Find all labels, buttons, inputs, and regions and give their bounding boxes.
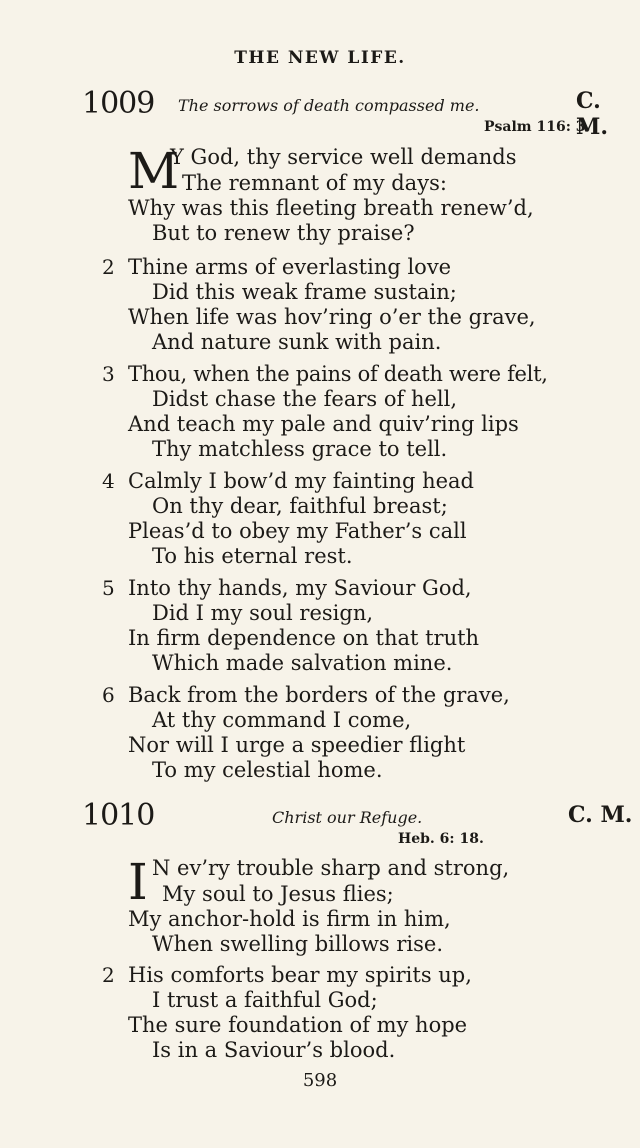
verse-line: Why was this fleeting breath renew’d, [128,196,534,220]
drop-cap: M [128,142,180,200]
verse-line: When swelling billows rise. [152,932,444,956]
verse-number: 4 [102,469,115,493]
scripture-reference: Heb. 6: 18. [398,831,484,847]
verse-line: Which made salvation mine. [152,651,453,675]
verse-line: Thine arms of everlasting love [128,255,452,279]
verse-line: I trust a faithful God; [152,988,378,1012]
verse-line: Back from the borders of the grave, [128,683,510,707]
verse-line: Pleas’d to obey my Father’s call [128,519,467,543]
verse-line: Thou, when the pains of death were felt, [128,362,548,386]
verse-number: 2 [102,255,115,279]
hymn-number: 1010 [82,798,155,833]
verse-line: On thy dear, faithful breast; [152,494,448,518]
verse-line: Y God, thy service well demands [170,145,517,169]
verse-line: Did I my soul resign, [152,601,374,625]
hymn-meter: C. M. [568,802,633,828]
verse-line: My anchor-hold is firm in him, [128,907,451,931]
running-head: THE NEW LIFE. [234,48,406,68]
hymn-1010-header [0,798,640,858]
verse-line: To my celestial home. [152,758,383,782]
verse-line: In firm dependence on that truth [128,626,480,650]
hymn-title: Christ our Refuge. [272,808,423,827]
verse-number: 6 [102,683,115,707]
page-number: 598 [302,1070,338,1091]
verse-line: Calmly I bow’d my fainting head [128,469,474,493]
verse-line: The sure foundation of my hope [128,1013,468,1037]
verse-line: Into thy hands, my Saviour God, [128,576,472,600]
verse-line: Did this weak frame sustain; [152,280,457,304]
verse-number: 5 [102,576,115,600]
hymn-number: 1009 [82,86,155,121]
verse-line: Didst chase the fears of hell, [152,387,458,411]
hymn-1009-header [0,86,640,146]
drop-cap: I [128,853,148,911]
verse-line: And teach my pale and quiv’ring lips [128,412,519,436]
hymn-title: The sorrows of death compassed me. [178,96,480,115]
verse-line: To his eternal rest. [152,544,353,568]
verse-line: And nature sunk with pain. [152,330,442,354]
verse-line: When life was hov’ring o’er the grave, [128,305,536,329]
verse-line: At thy command I come, [152,708,412,732]
verse-line: His comforts bear my spirits up, [128,963,472,987]
verse-line: N ev’ry trouble sharp and strong, [152,856,510,880]
hymn-meter: C. M. [576,88,609,140]
verse-line: Nor will I urge a speedier flight [128,733,466,757]
scripture-reference: Psalm 116: 3. [484,119,591,135]
verse-line: Is in a Saviour’s blood. [152,1038,396,1062]
verse-number: 2 [102,963,115,987]
verse-line: The remnant of my days: [182,171,447,195]
verse-line: Thy matchless grace to tell. [152,437,448,461]
verse-number: 3 [102,362,115,386]
verse-line: But to renew thy praise? [152,221,415,245]
verse-line: My soul to Jesus flies; [162,882,394,906]
